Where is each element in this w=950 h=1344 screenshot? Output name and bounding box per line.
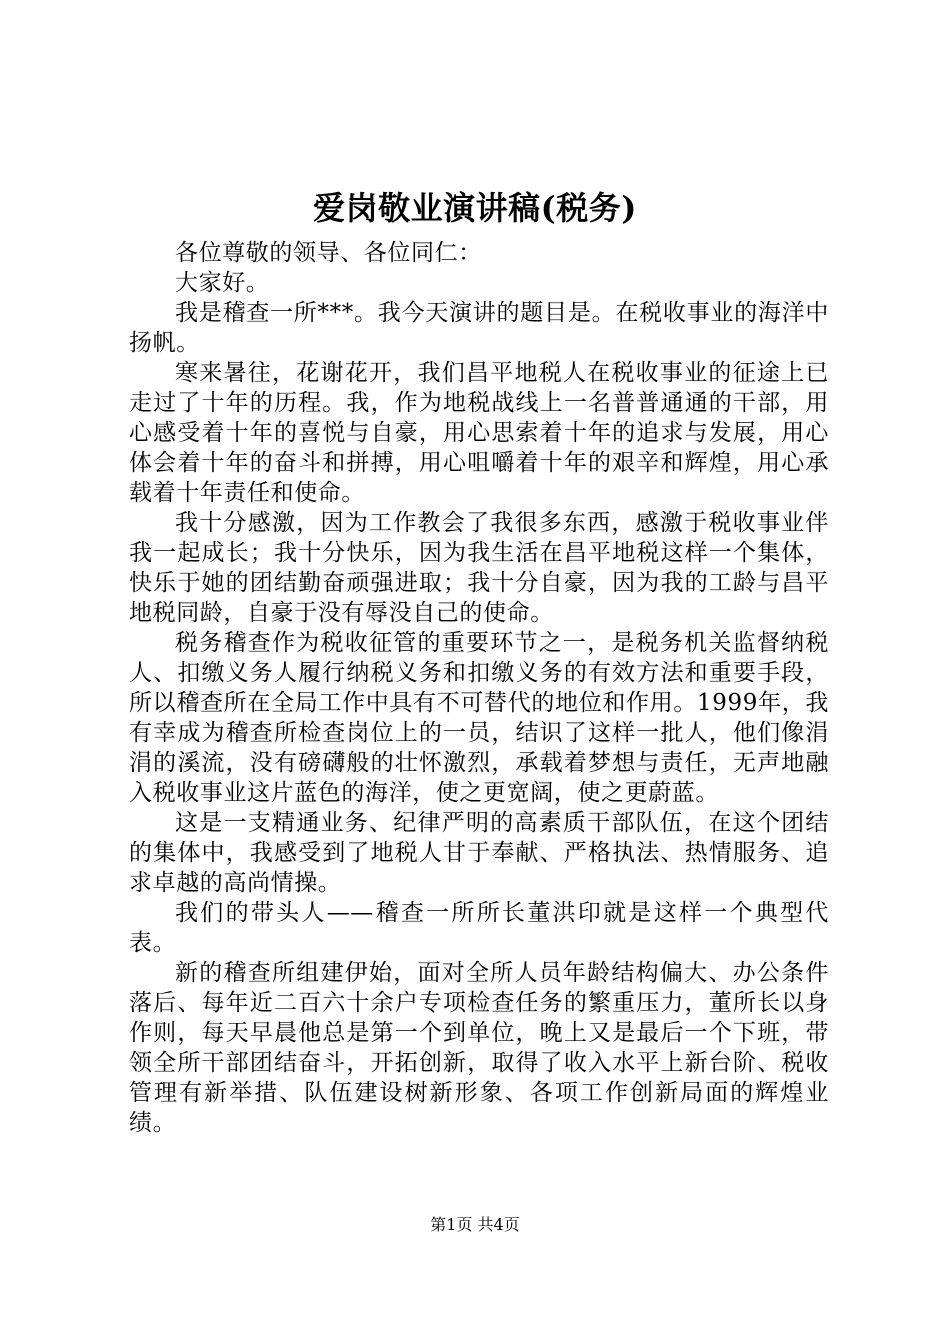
paragraph-team: 这是一支精通业务、纪律严明的高素质干部队伍，在这个团结的集体中，我感受到了地税人甘于奉献、严格执法、热情服务、追求卓越的高尚情操。 [129,810,829,896]
document-title: 爱岗敬业演讲稿(税务) [313,189,637,227]
paragraph-leader: 我们的带头人——稽查一所所长董洪印就是这样一个典型代表。 [129,900,829,956]
paragraph-introduction: 我是稽查一所***。我今天演讲的题目是。在税收事业的海洋中扬帆。 [129,300,829,356]
document-body [129,238,829,1138]
page-number: 第1页 共4页 [430,1215,520,1234]
paragraph-greeting: 大家好。 [175,270,270,296]
paragraph-gratitude: 我十分感激，因为工作教会了我很多东西，感激于税收事业伴我一起成长；我十分快乐，因为我生活在昌平地税这样一个集体，快乐于她的团结勤奋顽强进取；我十分自豪，因为我的工龄与昌平地税同龄，自豪于没有辱没自己的使命。 [129,510,829,626]
paragraph-salutation: 各位尊敬的领导、各位同仁： [175,240,482,266]
paragraph-achievements: 新的稽查所组建伊始，面对全所人员年龄结构偏大、办公条件落后、每年近二百六十余户专项检查任务的繁重压力，董所长以身作则，每天早晨他总是第一个到单位，晚上又是最后一个下班，带领全所干部团结奋斗，开拓创新，取得了收入水平上新台阶、税收管理有新举措、队伍建设树新形象、各项工作创新局面的辉煌业绩。 [129,960,829,1136]
paragraph-ten-years: 寒来暑往，花谢花开，我们昌平地税人在税收事业的征途上已走过了十年的历程。我，作为地税战线上一名普普通通的干部，用心感受着十年的喜悦与自豪，用心思索着十年的追求与发展，用心体会着十年的奋斗和拼搏，用心咀嚼着十年的艰辛和辉煌，用心承载着十年责任和使命。 [129,360,829,506]
paragraph-tax-inspection: 税务稽查作为税收征管的重要环节之一，是税务机关监督纳税人、扣缴义务人履行纳税义务和扣缴义务的有效方法和重要手段，所以稽查所在全局工作中具有不可替代的地位和作用。1999年，我有幸成为稽查所检查岗位上的一员，结识了这样一批人，他们像涓涓的溪流，没有磅礴般的壮怀激烈，承载着梦想与责任，无声地融入税收事业这片蓝色的海洋，使之更宽阔，使之更蔚蓝。 [129,630,829,806]
